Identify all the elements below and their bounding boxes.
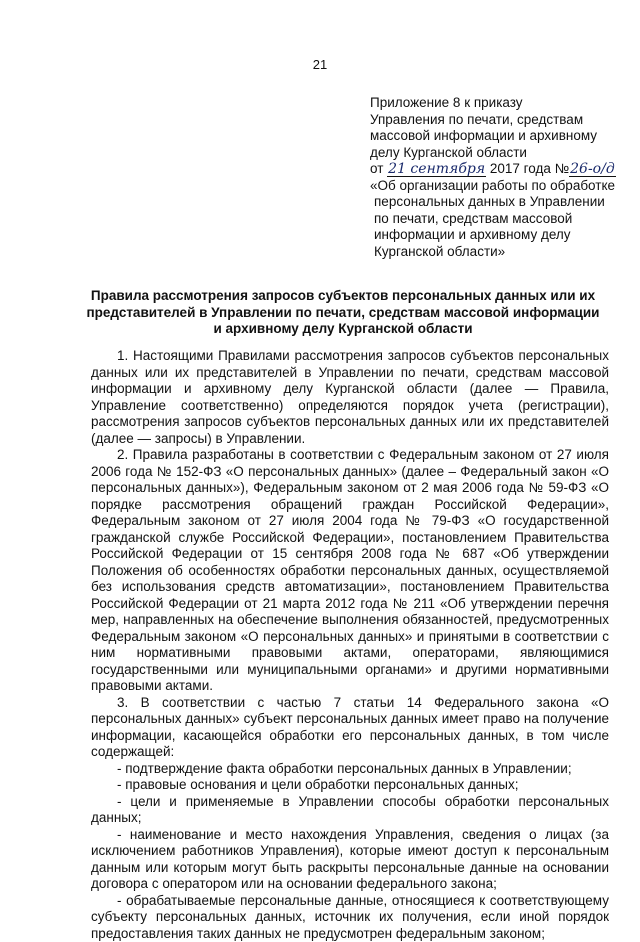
list-item: - правовые основания и цели обработки персональных данных; [91,777,609,794]
title-line: Правила рассмотрения запросов субъектов персональных данных или их [78,288,608,305]
title-line: представителей в Управлении по печати, средствам массовой информации [78,305,608,322]
appendix-header [370,95,632,260]
date-prefix: от [370,161,383,176]
appendix-line: делу Курганской области [370,145,632,162]
document-body [91,348,609,942]
page-number: 21 [0,57,640,74]
list-item: - наименование и место нахождения Управления, сведения о лицах (за исключением работников Управления), которые имеют доступ к персональным данным или которым могут быть раскрыты персональные данные на основании договора с оператором или на основании федерального закона; [91,827,609,893]
handwritten-number: 26-о/д [569,162,616,177]
appendix-line: массовой информации и архивному [370,128,632,145]
year-text: 2017 года № [490,161,569,176]
appendix-line: Управления по печати, средствам [370,112,632,129]
document-title [78,288,608,338]
list-item: - обрабатываемые персональные данные, относящиеся к соответствующему субъекту персональных данных, источник их получения, если иной порядок предоставления таких данных не предусмотрен федеральным законом; [91,893,609,942]
handwritten-date: 21 сентября [387,162,486,177]
appendix-subject-line: по печати, средствам массовой [370,211,632,228]
list-item: - цели и применяемые в Управлении способы обработки персональных данных; [91,794,609,827]
title-line: и архивному делу Курганской области [78,321,608,338]
appendix-date-line [370,161,632,178]
appendix-subject-line: информации и архивному делу [370,227,632,244]
appendix-line: Приложение 8 к приказу [370,95,632,112]
paragraph-1: 1. Настоящими Правилами рассмотрения запросов субъектов персональных данных или их представителей в Управлении по печати, средствам массовой информации и архивному делу Курганской области (далее — Правила, Управление соответственно) определяются порядок учета (регистрации), рассмотрения запросов субъектов персональных данных или их представителей (далее — запросы) в Управлении. [91,348,609,447]
appendix-subject-line: «Об организации работы по обработке [370,178,632,195]
list-item: - подтверждение факта обработки персональных данных в Управлении; [91,761,609,778]
paragraph-2: 2. Правила разработаны в соответствии с Федеральным законом от 27 июля 2006 года № 152-ФЗ «О персональных данных» (далее – Федеральный закон «О персональных данных»), Федеральным законом от 2 мая 2006 года № 59-ФЗ «О порядке рассмотрения обращений граждан Российской Федерации», Федеральным законом от 27 июля 2004 года № 79-ФЗ «О государственной гражданской службе Российской Федерации», постановлением Правительства Российской Федерации от 15 сентября 2008 года № 687 «Об утверждении Положения об особенностях обработки персональных данных, осуществляемой без использования средств автоматизации», постановлением Правительства Российской Федерации от 21 марта 2012 года № 211 «Об утверждении перечня мер, направленных на обеспечение выполнения обязанностей, предусмотренных Федеральным законом «О персональных данных» и принятыми в соответствии с ним нормативными правовыми актами, операторами, являющимися государственными или муниципальными органами» и другими нормативными правовыми актами. [91,447,609,695]
appendix-subject-line: персональных данных в Управлении [370,194,632,211]
appendix-subject-line: Курганской области» [370,244,632,261]
paragraph-3: 3. В соответствии с частью 7 статьи 14 Федерального закона «О персональных данных» субъект персональных данных имеет право на получение информации, касающейся обработки его персональных данных, в том числе содержащей: [91,695,609,761]
